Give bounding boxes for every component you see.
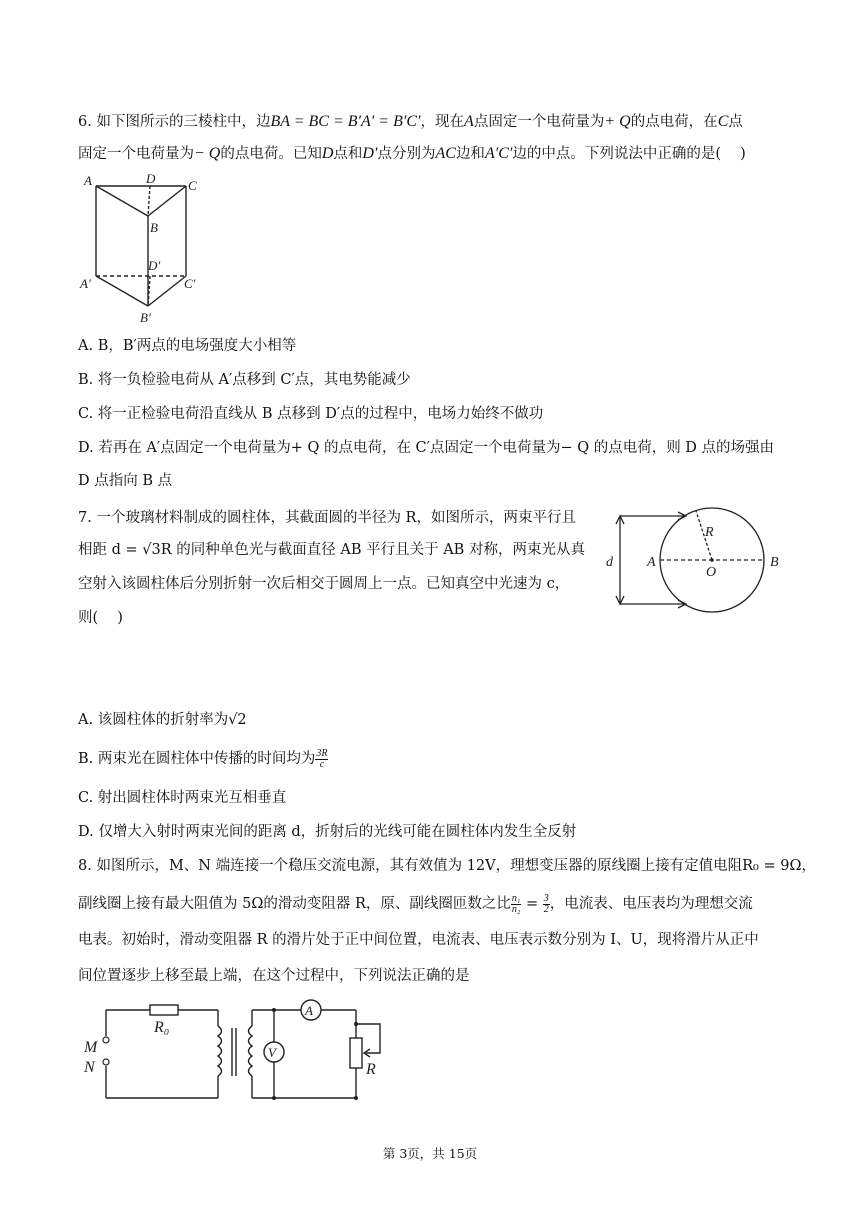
q6-option-d-line1: D. 若再在 A′点固定一个电荷量为+ Q 的点电荷，在 C′点固定一个电荷量为− Q 的点电荷，则 D 点的场强由 (78, 440, 775, 456)
q7-option-c: C. 射出圆柱体时两束光互相垂直 (78, 790, 287, 806)
q6-stem-line1: 6. 如下图所示的三棱柱中，边BA = BC = B′A′ = B′C′，现在A点固定一个电荷量为+ Q的点电荷，在C点 (78, 113, 743, 130)
fig-label-R: R (705, 525, 714, 540)
fig-label-D: D (146, 171, 156, 186)
fig-label-A: A (84, 173, 92, 188)
q8-stem-line4: 间位置逐步上移至最上端，在这个过程中，下列说法正确的是 (78, 968, 470, 984)
fig-label-Bprime: B′ (140, 310, 151, 325)
q7-stem-line2: 相距 d = √3R 的同种单色光与截面直径 AB 平行且关于 AB 对称，两束光从真 (78, 542, 585, 558)
q8-stem-line1: 8. 如图所示，M、N 端连接一个稳压交流电源，其有效值为 12V，理想变压器的原线圈上接有定值电阻R₀ = 9Ω， (78, 858, 816, 874)
fig-label-O: O (706, 565, 717, 580)
voltmeter-label: V (268, 1045, 276, 1060)
fig-label-A: A (647, 555, 656, 570)
q6-option-b: B. 将一负检验电荷从 A′点移到 C′点，其电势能减少 (78, 372, 411, 388)
fig-label-N: N (84, 1059, 95, 1076)
fig-label-Dprime: D′ (148, 258, 161, 273)
fig-label-C: C (188, 178, 197, 193)
fig-label-B: B (150, 220, 158, 235)
q7-stem-line1: 7. 一个玻璃材料制成的圆柱体，其截面圆的半径为 R，如图所示，两束平行且 (78, 510, 576, 526)
fig-label-Cprime: C′ (184, 276, 196, 291)
fig-label-M: M (84, 1039, 98, 1056)
q7-option-d: D. 仅增大入射时两束光间的距离 d，折射后的光线可能在圆柱体内发生全反射 (78, 824, 577, 840)
q7-option-b: B. 两束光在圆柱体中传播的时间均为 $\frac{3R}{c}$ (78, 747, 328, 770)
q7-option-a: A. 该圆柱体的折射率为√2 (78, 712, 247, 728)
fig-label-Aprime: A′ (80, 276, 91, 291)
fig-label-R0: R₀ (154, 1019, 170, 1036)
fig-label-B: B (770, 555, 779, 570)
q7-stem-line3: 空射入该圆柱体后分别折射一次后相交于圆周上一点。已知真空中光速为 c， (78, 576, 570, 592)
circuit-figure (78, 998, 398, 1108)
q6-option-a: A. B，B′两点的电场强度大小相等 (78, 338, 297, 354)
prism-figure (78, 172, 208, 327)
fig-label-d: d (606, 555, 613, 570)
q7-stem-line4: 则( ) (78, 610, 123, 626)
q6-stem-line2: 固定一个电荷量为− Q的点电荷。已知D点和D′点分别为AC边和A′C′边的中点。下列说法中正确的是( ) (78, 145, 746, 162)
q6-option-d-line2: D 点指向 B 点 (78, 473, 173, 489)
q8-stem-line2: 副线圈上接有最大阻值为 5Ω的滑动变阻器 R，原、副线圈匝数之比 $\frac{\text{n₁}}{\text{n₂}}$ = $\frac{3}{2}$ ，电流表、电压表均为理想交流 (78, 892, 753, 915)
circle-figure (602, 500, 792, 620)
q8-stem-line3: 电表。初始时，滑动变阻器 R 的滑片处于正中间位置，电流表、电压表示数分别为 I、U，现将滑片从正中 (78, 932, 759, 948)
fig-label-R: R (366, 1061, 376, 1078)
page-footer: 第 3页，共 15页 (382, 1146, 478, 1161)
q6-option-c: C. 将一正检验电荷沿直线从 B 点移到 D′点的过程中，电场力始终不做功 (78, 406, 544, 422)
ammeter-label: A (305, 1003, 313, 1018)
